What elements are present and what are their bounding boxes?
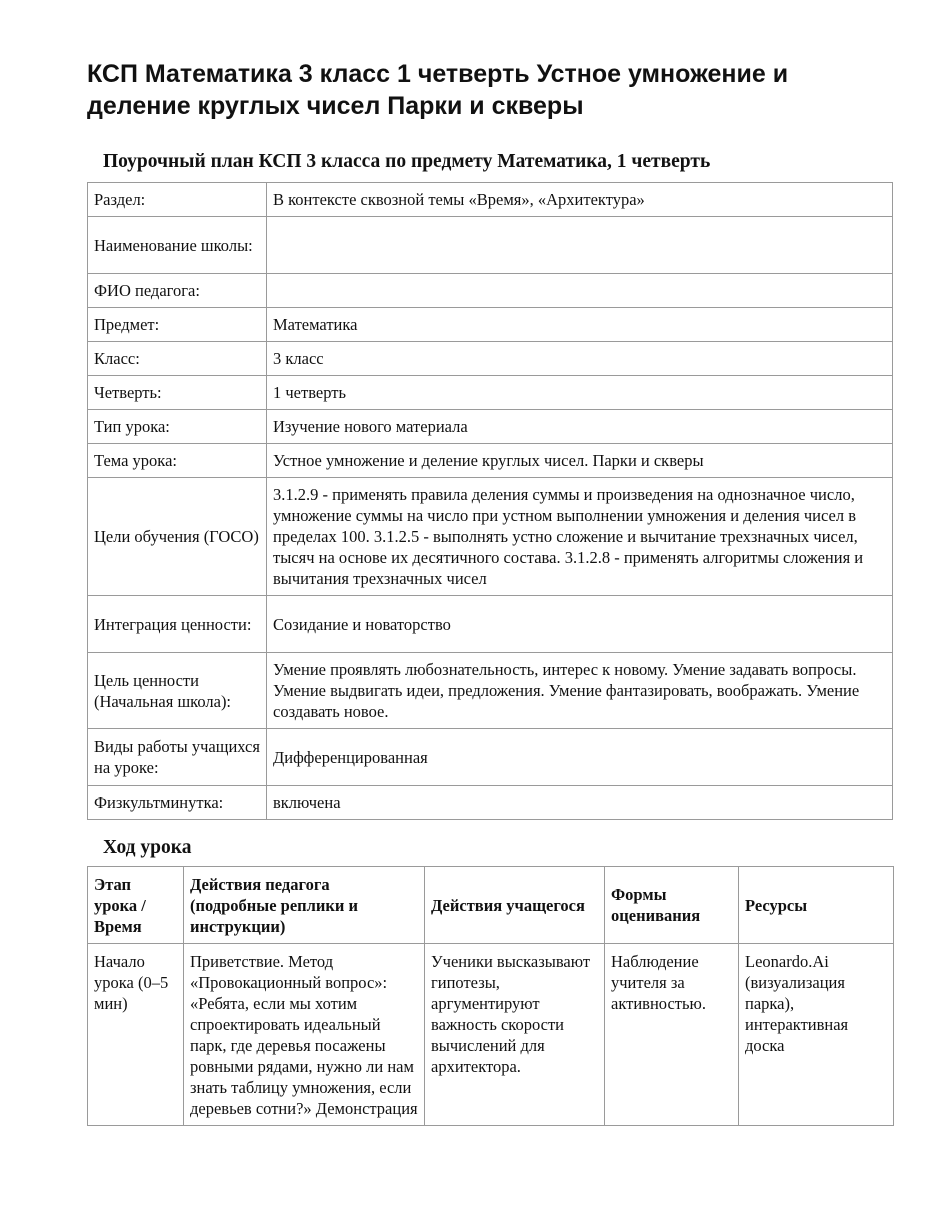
- info-row-grade: [88, 342, 893, 376]
- info-value: Созидание и новаторство: [267, 596, 893, 653]
- info-row-quarter: [88, 376, 893, 410]
- info-value: [267, 274, 893, 308]
- info-label: ФИО педагога:: [88, 274, 267, 308]
- student-actions-cell: Ученики высказывают гипотезы, аргументируют важность скорости вычислений для архитектора.: [425, 944, 605, 1126]
- lesson-progress-table: [87, 866, 894, 1126]
- info-row-value-goal: [88, 653, 893, 729]
- info-value: В контексте сквозной темы «Время», «Архитектура»: [267, 183, 893, 217]
- info-label: Предмет:: [88, 308, 267, 342]
- info-label: Тема урока:: [88, 444, 267, 478]
- info-value: Изучение нового материала: [267, 410, 893, 444]
- stage-cell: Начало урока (0–5 мин): [88, 944, 184, 1126]
- info-label: Цели обучения (ГОСО): [88, 478, 267, 596]
- document-page: [87, 58, 893, 1126]
- document-title: КСП Математика 3 класс 1 четверть Устное умножение и деление круглых чисел Парки и скверы: [87, 60, 789, 120]
- info-row-work-types: [88, 729, 893, 786]
- info-row-section: [88, 183, 893, 217]
- column-header-resources: Ресурсы: [739, 867, 894, 944]
- info-value: 1 четверть: [267, 376, 893, 410]
- table-row: [88, 944, 894, 1126]
- info-value: Математика: [267, 308, 893, 342]
- info-label: Наименование школы:: [88, 217, 267, 274]
- column-header-teacher-actions: Действия педагога (подробные реплики и инструкции): [184, 867, 425, 944]
- info-row-lesson-type: [88, 410, 893, 444]
- column-header-assessment: Формы оценивания: [605, 867, 739, 944]
- lesson-progress-heading: Ход урока: [103, 837, 192, 858]
- info-label: Цель ценности (Начальная школа):: [88, 653, 267, 729]
- lesson-table-header-row: [88, 867, 894, 944]
- info-label: Физкультминутка:: [88, 786, 267, 820]
- info-row-physical-break: [88, 786, 893, 820]
- info-row-teacher: [88, 274, 893, 308]
- teacher-actions-cell: Приветствие. Метод «Провокационный вопрос»: «Ребята, если мы хотим спроектировать идеальный парк, где деревья посажены ровными рядами, нужно ли нам знать таблицу умножения, если деревьев сотни?» Демонстрация: [184, 944, 425, 1126]
- info-row-subject: [88, 308, 893, 342]
- info-label: Интеграция ценности:: [88, 596, 267, 653]
- info-value: Умение проявлять любознательность, интерес к новому. Умение задавать вопросы. Умение выдвигать идеи, предложения. Умение фантазировать, воображать. Умение создавать новое.: [267, 653, 893, 729]
- info-label: Класс:: [88, 342, 267, 376]
- info-row-lesson-topic: [88, 444, 893, 478]
- info-value: 3 класс: [267, 342, 893, 376]
- resources-cell: Leonardo.Ai (визуализация парка), интерактивная доска: [739, 944, 894, 1126]
- info-value: Дифференцированная: [267, 729, 893, 786]
- info-row-school: [88, 217, 893, 274]
- info-label: Четверть:: [88, 376, 267, 410]
- info-value: [267, 217, 893, 274]
- column-header-student-actions: Действия учащегося: [425, 867, 605, 944]
- info-label: Виды работы учащихся на уроке:: [88, 729, 267, 786]
- lesson-info-table: [87, 182, 893, 820]
- info-row-learning-goals: [88, 478, 893, 596]
- info-label: Раздел:: [88, 183, 267, 217]
- info-label: Тип урока:: [88, 410, 267, 444]
- info-value: 3.1.2.9 - применять правила деления суммы и произведения на однозначное число, умножение суммы на число при устном выполнении умножения и деления чисел в пределах 100. 3.1.2.5 - выполнять устно сложение и вычитание трехзначных чисел, тысяч на основе их десятичного состава. 3.1.2.8 - применять алгоритмы сложения и вычитания трехзначных чисел: [267, 478, 893, 596]
- plan-heading: Поурочный план КСП 3 класса по предмету Математика, 1 четверть: [103, 151, 711, 172]
- info-value: Устное умножение и деление круглых чисел. Парки и скверы: [267, 444, 893, 478]
- column-header-stage: Этап урока / Время: [88, 867, 184, 944]
- assessment-cell: Наблюдение учителя за активностью.: [605, 944, 739, 1126]
- info-value: включена: [267, 786, 893, 820]
- info-row-values: [88, 596, 893, 653]
